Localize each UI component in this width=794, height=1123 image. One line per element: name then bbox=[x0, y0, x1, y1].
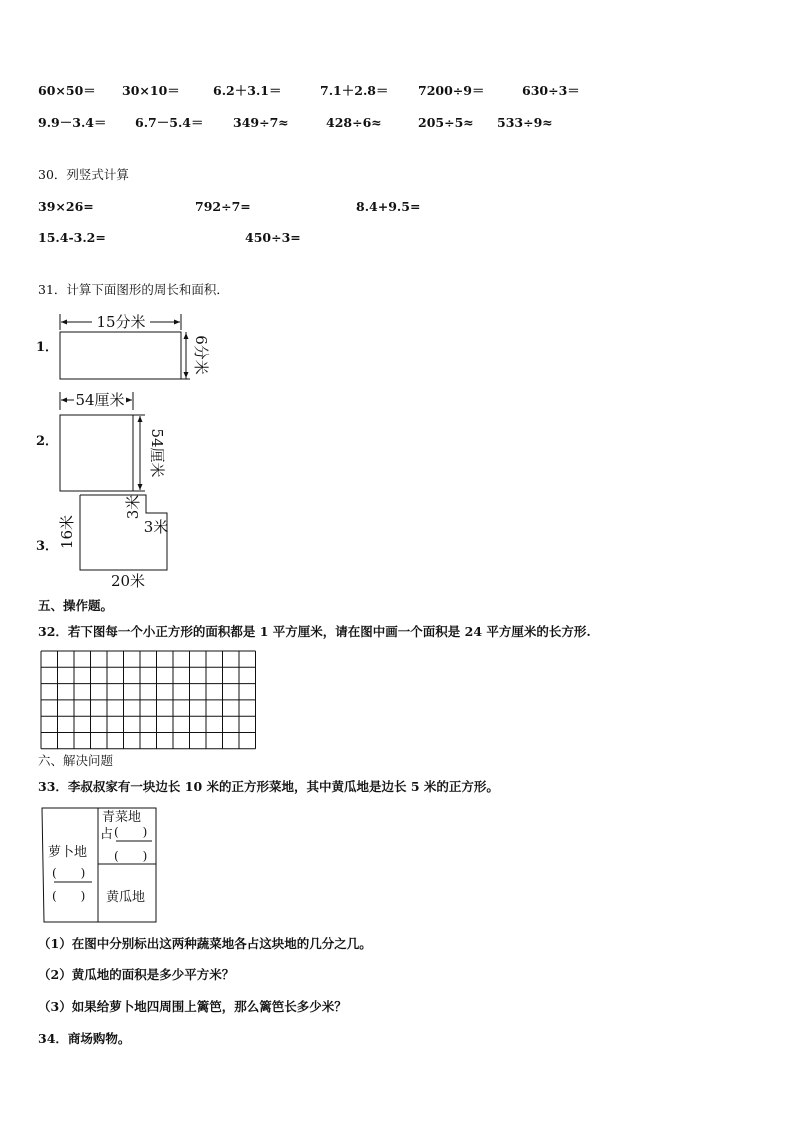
fig2-number: 2． bbox=[36, 434, 59, 449]
fig3-number: 3． bbox=[36, 539, 59, 554]
q30-r1-c2: 792÷7= bbox=[195, 199, 251, 214]
qingcai-zhan: 占 bbox=[100, 827, 114, 842]
oral-r2-c4: 428÷6≈ bbox=[326, 115, 382, 130]
fig2-width-label: 54厘米 bbox=[75, 391, 125, 409]
qingcai-blank-den: ( ) bbox=[114, 849, 148, 863]
oral-r1-c5: 7200÷9＝ bbox=[418, 83, 485, 98]
oral-r1-c2: 30×10＝ bbox=[122, 83, 180, 98]
fig1-number: 1． bbox=[36, 340, 59, 355]
fig3-notch-h-label: 3米 bbox=[143, 518, 169, 536]
fig2-square bbox=[60, 415, 133, 491]
oral-r2-c2: 6.7－5.4＝ bbox=[135, 115, 204, 130]
fig3-bottom-label: 20米 bbox=[110, 572, 146, 590]
oral-r1-c3: 6.2＋3.1＝ bbox=[213, 83, 282, 98]
oral-r1-c6: 630÷3＝ bbox=[522, 83, 580, 98]
q33-item-3: （3）如果给萝卜地四周围上篱笆，那么篱笆长多少米？ bbox=[38, 999, 347, 1014]
oral-r1-c4: 7.1＋2.8＝ bbox=[320, 83, 389, 98]
q32-title: 32．若下图每一个小正方形的面积都是 1 平方厘米，请在图中画一个面积是 24 平方厘米的长方形. bbox=[38, 624, 591, 639]
section6-title: 六、解决问题 bbox=[38, 753, 114, 768]
oral-r2-c5: 205÷5≈ bbox=[418, 115, 474, 130]
fig3-left-label: 16米 bbox=[58, 514, 76, 550]
q34-title: 34．商场购物。 bbox=[38, 1031, 131, 1046]
oral-r2-c6: 533÷9≈ bbox=[497, 115, 553, 130]
huanggua-label: 黄瓜地 bbox=[106, 890, 146, 905]
fig2-height-label: 54厘米 bbox=[148, 428, 166, 478]
q30-title: 30．列竖式计算 bbox=[38, 167, 129, 182]
qingcai-label: 青菜地 bbox=[102, 810, 142, 825]
q31-title: 31．计算下面图形的周长和面积． bbox=[38, 282, 229, 297]
q30-r2-c1: 15.4-3.2= bbox=[38, 230, 106, 245]
luobo-blank-den: ( ) bbox=[52, 889, 86, 903]
q33-title: 33．李叔叔家有一块边长 10 米的正方形菜地，其中黄瓜地是边长 5 米的正方形。 bbox=[38, 779, 499, 794]
luobo-blank-num: ( ) bbox=[52, 866, 86, 880]
q30-r1-c1: 39×26= bbox=[38, 199, 94, 214]
q31-figures bbox=[0, 300, 240, 600]
fig3-notch-v-label: 3米 bbox=[124, 494, 142, 520]
qingcai-blank-num: ( ) bbox=[114, 825, 148, 839]
q33-item-2: （2）黄瓜地的面积是多少平方米？ bbox=[38, 967, 235, 982]
fig1-width-label: 15分米 bbox=[96, 313, 146, 331]
fig1-height-label: 6分米 bbox=[192, 335, 210, 375]
q30-r1-c3: 8.4+9.5= bbox=[356, 199, 421, 214]
q33-garden-diagram bbox=[40, 806, 162, 926]
oral-r1-c1: 60×50＝ bbox=[38, 83, 96, 98]
fig1-rectangle bbox=[60, 332, 181, 379]
q30-r2-c2: 450÷3= bbox=[245, 230, 301, 245]
oral-r2-c3: 349÷7≈ bbox=[233, 115, 289, 130]
section5-title: 五、操作题。 bbox=[38, 598, 114, 613]
luobo-label: 萝卜地 bbox=[48, 845, 88, 860]
q33-item-1: （1）在图中分别标出这两种蔬菜地各占这块地的几分之几。 bbox=[38, 936, 372, 951]
oral-r2-c1: 9.9－3.4＝ bbox=[38, 115, 107, 130]
q32-grid[interactable] bbox=[40, 650, 262, 750]
